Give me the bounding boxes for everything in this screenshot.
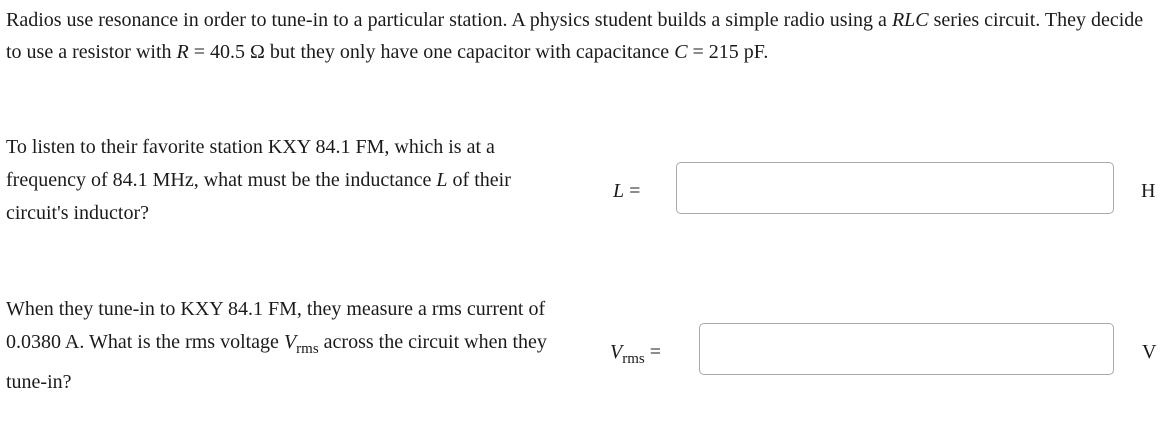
question-inductance-text-1: To listen to their favorite station KXY 84.1 FM, which is at a frequency of 84.1 MHz, what must be the inductance [6, 136, 495, 191]
inductance-label-equals: = [624, 180, 641, 202]
resistance-symbol: R [176, 41, 189, 63]
voltage-unit: V [1142, 341, 1157, 363]
voltage-symbol-subscript: rms [296, 341, 319, 357]
voltage-symbol [283, 331, 319, 357]
resistance-value: = 40.5 Ω [188, 41, 265, 63]
question-voltage [6, 293, 576, 399]
inductance-unit: H [1141, 180, 1156, 202]
question-inductance-text-2: of their circuit's inductor? [6, 169, 511, 224]
problem-statement [6, 4, 1156, 68]
circuit-type: RLC [891, 9, 929, 31]
voltage-label-symbol-main: V [610, 341, 623, 363]
voltage-label-symbol-subscript: rms [622, 351, 645, 367]
capacitance-symbol: C [674, 41, 688, 63]
question-voltage-text-1: When they tune-in to KXY 84.1 FM, they measure a rms current of 0.0380 A. What is the rms voltage [6, 298, 546, 353]
question-inductance [6, 131, 576, 230]
voltage-label-symbol [610, 341, 645, 367]
intro-text-3: but they only have one capacitor with capacitance [264, 41, 675, 63]
inductance-symbol: L [436, 169, 448, 191]
intro-text-2: series circuit. They decide to use a resistor with [6, 9, 1144, 63]
inductance-label-symbol: L [613, 180, 625, 202]
inductance-answer-input[interactable] [676, 162, 1114, 214]
voltage-label [610, 341, 661, 368]
intro-text-1: Radios use resonance in order to tune-in to a particular station. A physics student builds a simple radio using a [6, 9, 892, 31]
voltage-symbol-main: V [283, 331, 297, 353]
question-voltage-text-2: across the circuit when they tune-in? [6, 331, 547, 393]
voltage-answer-input[interactable] [699, 323, 1114, 375]
capacitance-value: = 215 pF. [687, 41, 769, 63]
inductance-label [613, 180, 640, 203]
voltage-label-equals: = [644, 341, 661, 363]
